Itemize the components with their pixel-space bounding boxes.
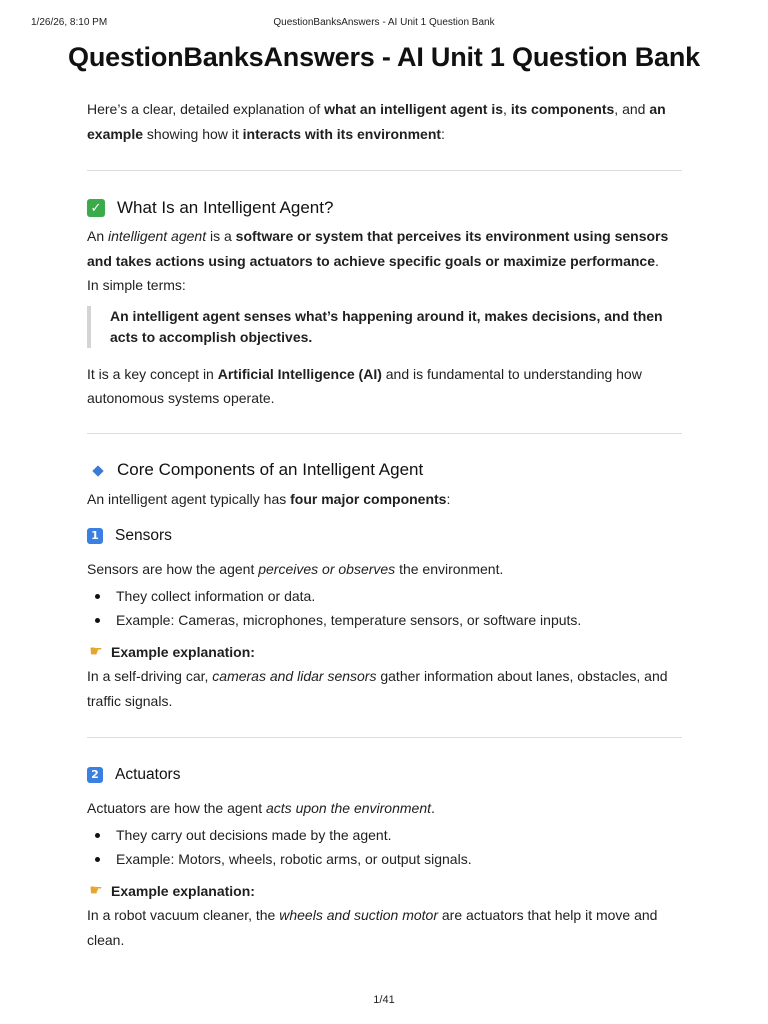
quote-block: An intelligent agent senses what’s happening around it, makes decisions, and then acts to accomplish objectives. <box>87 306 685 348</box>
intro-bold: what an intelligent agent is <box>324 101 504 117</box>
example-text: gather information about lanes, obstacles, and traffic signals. <box>87 668 668 709</box>
concept-text: It is a key concept in <box>87 365 218 382</box>
list-item: They carry out decisions made by the agent. <box>87 823 682 848</box>
pointing-hand-icon: ☛ <box>89 642 103 660</box>
intro-text: : <box>441 125 445 142</box>
intro-text: , <box>503 101 511 117</box>
keycap-one-icon: 1 <box>87 528 103 544</box>
example-label: Example explanation: <box>111 882 255 899</box>
list-item: Example: Cameras, microphones, temperature sensors, or software inputs. <box>87 608 682 633</box>
subheading-actuators <box>87 762 682 788</box>
concept-bold: Artificial Intelligence (AI) <box>217 365 382 382</box>
divider <box>87 737 682 738</box>
subheading-text: Actuators <box>115 765 181 783</box>
actuators-italic: acts upon the environment <box>266 800 431 816</box>
document-body <box>87 97 682 952</box>
section-heading-text: What Is an Intelligent Agent? <box>117 197 334 217</box>
intro-bold: an example <box>87 101 666 142</box>
sensors-text: the environment. <box>395 561 504 577</box>
simple-terms: In simple terms: <box>87 277 186 293</box>
check-mark-icon: ✓ <box>87 199 105 217</box>
divider <box>87 170 682 171</box>
print-header <box>0 17 768 31</box>
definition-paragraph <box>87 224 682 273</box>
print-date: 1/26/26, 8:10 PM <box>31 17 108 28</box>
concept-text: and is fundamental to understanding how autonomous systems operate. <box>87 365 642 406</box>
keycap-two-icon: 2 <box>87 767 103 783</box>
example-text: In a self-driving car, <box>87 668 213 684</box>
divider <box>87 433 682 434</box>
example-text: In a robot vacuum cleaner, the <box>87 907 280 923</box>
section-heading-intelligent-agent <box>87 194 682 222</box>
intro-text: showing how it <box>143 125 243 142</box>
list-item: They collect information or data. <box>87 584 682 609</box>
subheading-sensors <box>87 523 682 549</box>
sensors-italic: perceives or observes <box>258 561 396 577</box>
subheading-text: Sensors <box>115 526 172 544</box>
section-heading-core-components <box>87 457 682 485</box>
sensors-example-heading <box>87 640 682 665</box>
components-paragraph <box>87 487 682 512</box>
components-text: : <box>446 490 451 507</box>
actuators-example-paragraph <box>87 903 682 952</box>
example-text: are actuators that help it move and clean. <box>87 907 658 948</box>
definition-italic: intelligent agent <box>108 228 207 244</box>
sensors-description <box>87 557 682 582</box>
definition-bold: software or system that perceives its environment using sensors and takes actions using actuators to achieve specific goals or maximize performance <box>87 228 669 269</box>
page-title: QuestionBanksAnswers - AI Unit 1 Question Bank <box>68 42 700 72</box>
sensors-example-paragraph <box>87 664 682 713</box>
definition-text: . <box>654 252 659 269</box>
components-bold: four major components <box>290 490 447 507</box>
print-doc-title: QuestionBanksAnswers - AI Unit 1 Question Bank <box>273 17 495 28</box>
section-heading-text: Core Components of an Intelligent Agent <box>117 460 424 480</box>
intro-paragraph <box>87 97 682 146</box>
example-label: Example explanation: <box>111 643 255 660</box>
actuators-text: Actuators are how the agent <box>87 800 266 816</box>
example-italic: cameras and lidar sensors <box>212 668 377 684</box>
intro-text: , and <box>614 101 650 117</box>
intro-bold: its components <box>510 101 615 117</box>
actuators-bullet-list <box>87 823 682 872</box>
actuators-example-heading <box>87 879 682 904</box>
pointing-hand-icon: ☛ <box>89 881 103 899</box>
blue-diamond-icon <box>92 465 103 476</box>
example-italic: wheels and suction motor <box>279 907 438 923</box>
list-item: Example: Motors, wheels, robotic arms, or output signals. <box>87 847 682 872</box>
sensors-text: Sensors are how the agent <box>87 561 259 577</box>
components-text: An intelligent agent typically has <box>87 490 291 507</box>
definition-text: is a <box>206 228 236 244</box>
intro-bold: interacts with its environment <box>242 125 442 142</box>
intro-text: Here’s a clear, detailed explanation of <box>87 101 325 117</box>
sensors-bullet-list <box>87 584 682 633</box>
definition-text: An <box>87 228 109 244</box>
actuators-text: . <box>431 800 435 816</box>
ai-concept-paragraph <box>87 362 682 411</box>
page-number: 1/41 <box>373 994 395 1006</box>
actuators-description <box>87 796 682 821</box>
